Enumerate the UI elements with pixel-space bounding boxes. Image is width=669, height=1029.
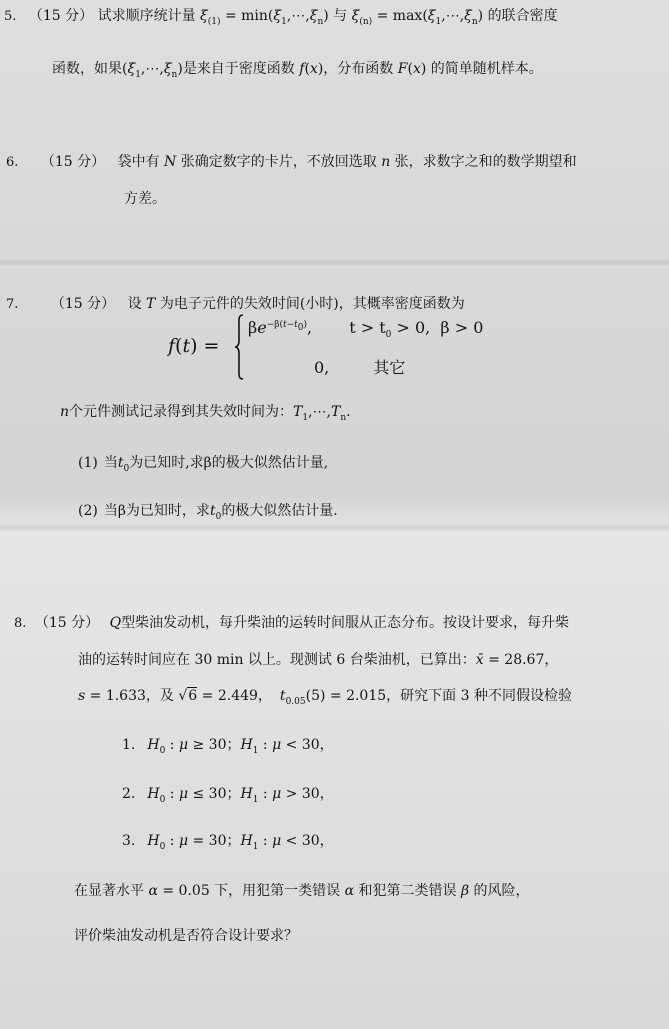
paper-fold [0,258,669,268]
problem-8-line-4: 在显著水平 α = 0.05 下，用犯第一类错误 α 和犯第二类错误 β 的风险， [74,883,530,899]
hypothesis-1: 1. $H_0$ : μ ≥ 30；$H_1$ : μ < 30， [122,737,334,756]
problem-6-line-1: 6. （15 分） 袋中有 N 张确定数字的卡片，不放回选取 n 张，求数字之和的数学期望和 [6,154,577,170]
problem-7-part-1: (1) 当$t_0$为已知时,求β的极大似然估计量, [78,455,329,474]
problem-7-line-2: n个元件测试记录得到其失效时间为：$T_1,\cdots,T_n$. [60,404,351,423]
brace-icon [234,314,244,380]
problem-8-line-5: 评价柴油发动机是否符合设计要求？ [74,928,298,944]
problem-6-line-2: 方差。 [124,191,166,207]
problem-7-part-2: (2) 当β为已知时，求$t_0$的极大似然估计量. [78,503,338,522]
density-case-1: $\beta e^{-\beta(t-t_0)}$, $t > t_0 > 0$, β > 0 [248,318,484,341]
problem-8-line-2: 油的运转时间应在 30 min 以上。现测试 6 台柴油机，已算出：x̄ = 28.67， [78,652,559,668]
problem-8-line-1: 8. （15 分） Q型柴油发动机，每升柴油的运转时间服从正态分布。按设计要求，每升柴 [14,615,570,631]
problem-5-line-1: 5. （15 分） 试求顺序统计量 $\xi_{(1)}$ = $\min(\xi_1,\cdots,\xi_n)$ 与 $\xi_{(n)}$ = $\max(\xi_1,\cdots,\xi_n)$ 的联合密度 [4,8,558,27]
density-case-2: 0, 其它 [314,358,406,377]
hypothesis-3: 3. $H_0$ : μ = 30；$H_1$ : μ < 30， [122,833,334,852]
problem-5-line-2: 函数，如果$(\xi_1,\cdots,\xi_n)$是来自于密度函数 f(x)，分布函数 F(x) 的简单随机样本。 [52,61,543,80]
density-function-lhs: f(t) = [168,335,220,357]
hypothesis-2: 2. $H_0$ : μ ≤ 30；$H_1$ : μ > 30， [122,786,334,805]
problem-8-line-3: s = 1.633，及 √6 = 2.449， $t_{0.05}(5) = 2.015$，研究下面 3 种不同假设检验 [78,688,572,707]
problem-7-line-1: 7. （15 分） 设 T 为电子元件的失效时间(小时)，其概率密度函数为 [6,296,465,312]
